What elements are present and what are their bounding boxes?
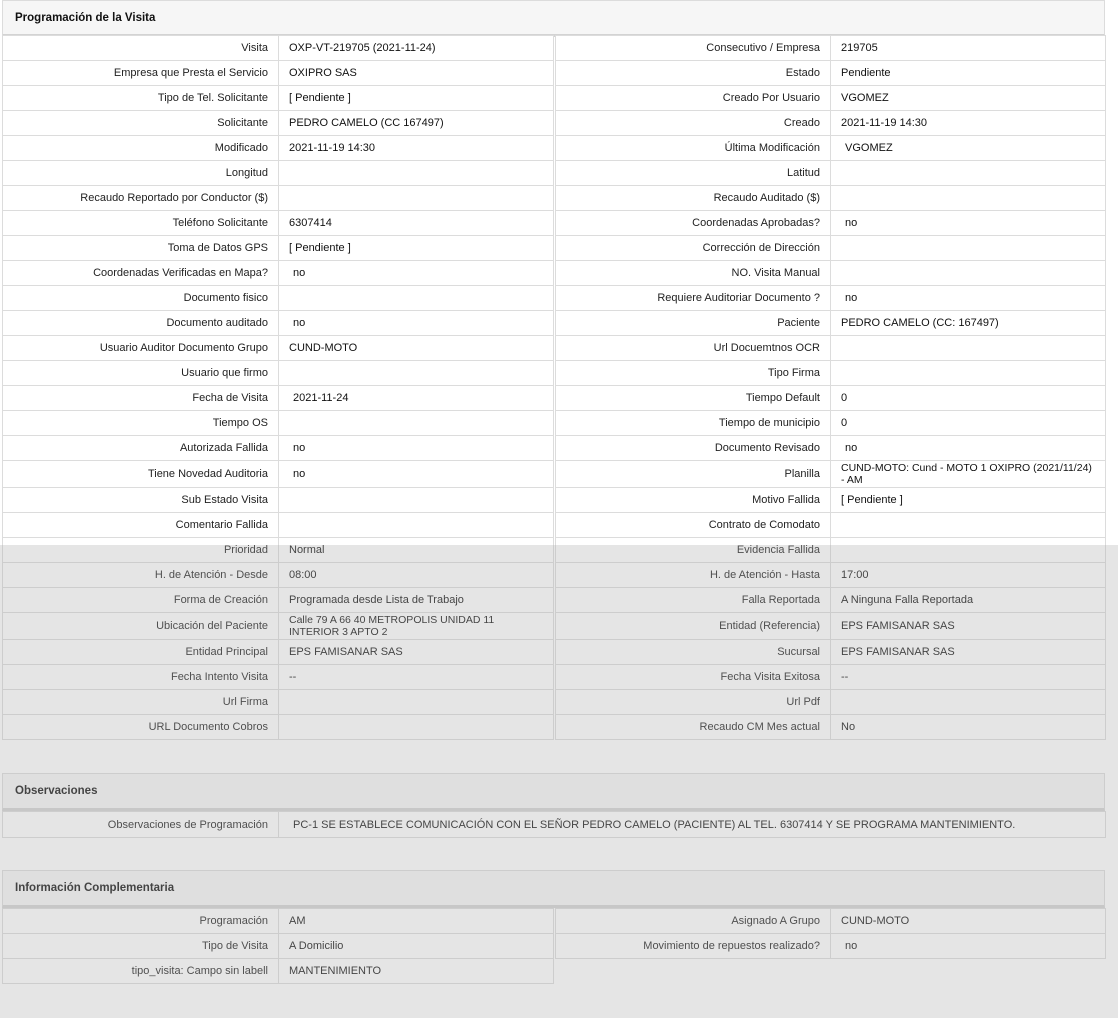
field-label: tipo_visita: Campo sin labell	[3, 959, 279, 984]
field-value: no	[279, 311, 554, 336]
table-row	[3, 286, 1106, 311]
table-row	[3, 211, 1106, 236]
field-label: Tipo de Visita	[3, 934, 279, 959]
field-label: Consecutivo / Empresa	[556, 36, 831, 61]
field-value	[831, 186, 1106, 211]
field-value: Pendiente	[831, 61, 1106, 86]
field-label: Recaudo Reportado por Conductor ($)	[3, 186, 279, 211]
field-value: no	[279, 261, 554, 286]
table-row	[3, 812, 1106, 838]
field-value	[831, 513, 1106, 538]
table-row	[3, 488, 1106, 513]
table-row	[3, 513, 1106, 538]
field-label: Tiempo OS	[3, 411, 279, 436]
table-row	[3, 186, 1106, 211]
field-value	[831, 361, 1106, 386]
field-label: Fecha Visita Exitosa	[556, 665, 831, 690]
field-value	[831, 690, 1106, 715]
field-label: Motivo Fallida	[556, 488, 831, 513]
section-title-observaciones: Observaciones	[15, 785, 98, 797]
field-value	[831, 236, 1106, 261]
field-label: Longitud	[3, 161, 279, 186]
observaciones-table	[2, 811, 1106, 838]
field-value: A Ninguna Falla Reportada	[831, 588, 1106, 613]
field-label: Tiene Novedad Auditoria	[3, 461, 279, 488]
field-label: NO. Visita Manual	[556, 261, 831, 286]
field-value: --	[279, 665, 554, 690]
field-label: Requiere Auditoriar Documento ?	[556, 286, 831, 311]
field-label: Empresa que Presta el Servicio	[3, 61, 279, 86]
field-value: CUND-MOTO	[279, 336, 554, 361]
field-value: [ Pendiente ]	[831, 488, 1106, 513]
table-row	[3, 640, 1106, 665]
section-header-observaciones	[2, 773, 1105, 811]
field-value: 2021-11-19 14:30	[831, 111, 1106, 136]
table-row	[3, 86, 1106, 111]
field-value: [ Pendiente ]	[279, 86, 554, 111]
field-label: Evidencia Fallida	[556, 538, 831, 563]
field-label: Creado	[556, 111, 831, 136]
field-label: Movimiento de repuestos realizado?	[556, 934, 831, 959]
field-value: no	[831, 934, 1106, 959]
field-label: Fecha Intento Visita	[3, 665, 279, 690]
field-label: Comentario Fallida	[3, 513, 279, 538]
table-row	[3, 461, 1106, 488]
field-label: Recaudo Auditado ($)	[556, 186, 831, 211]
field-label: Prioridad	[3, 538, 279, 563]
field-value	[831, 336, 1106, 361]
field-label: H. de Atención - Hasta	[556, 563, 831, 588]
table-row	[3, 136, 1106, 161]
field-label: Solicitante	[3, 111, 279, 136]
field-label: Creado Por Usuario	[556, 86, 831, 111]
field-value: No	[831, 715, 1106, 740]
table-row	[3, 563, 1106, 588]
field-value: VGOMEZ	[831, 136, 1106, 161]
table-row	[3, 959, 1106, 984]
field-value-observaciones: PC-1 SE ESTABLECE COMUNICACIÓN CON EL SEÑOR PEDRO CAMELO (PACIENTE) AL TEL. 6307414 Y SE PROGRAMA MANTENIMIENTO.	[279, 812, 1106, 838]
field-value: no	[279, 436, 554, 461]
field-value	[279, 411, 554, 436]
field-label: Asignado A Grupo	[556, 909, 831, 934]
field-label-observaciones: Observaciones de Programación	[3, 812, 279, 838]
field-label: Fecha de Visita	[3, 386, 279, 411]
field-value: OXP-VT-219705 (2021-11-24)	[279, 36, 554, 61]
field-value: PEDRO CAMELO (CC 167497)	[279, 111, 554, 136]
table-row	[3, 261, 1106, 286]
field-value: --	[831, 665, 1106, 690]
field-value: 2021-11-24	[279, 386, 554, 411]
field-value: Calle 79 A 66 40 METROPOLIS UNIDAD 11 INTERIOR 3 APTO 2	[279, 613, 554, 640]
field-label: Teléfono Solicitante	[3, 211, 279, 236]
table-row	[3, 36, 1106, 61]
field-label: Entidad Principal	[3, 640, 279, 665]
field-label: Autorizada Fallida	[3, 436, 279, 461]
table-row	[3, 690, 1106, 715]
field-value: EPS FAMISANAR SAS	[831, 640, 1106, 665]
field-value: no	[831, 286, 1106, 311]
field-value	[279, 361, 554, 386]
table-row	[3, 411, 1106, 436]
section-title-complementaria: Información Complementaria	[15, 882, 175, 894]
field-label: Modificado	[3, 136, 279, 161]
field-label: Latitud	[556, 161, 831, 186]
field-label: Corrección de Dirección	[556, 236, 831, 261]
field-value: PEDRO CAMELO (CC: 167497)	[831, 311, 1106, 336]
field-label: Url Pdf	[556, 690, 831, 715]
field-value	[831, 538, 1106, 563]
field-label: Url Docuemtnos OCR	[556, 336, 831, 361]
field-value: 0	[831, 411, 1106, 436]
field-label: Documento fisico	[3, 286, 279, 311]
field-value: Programada desde Lista de Trabajo	[279, 588, 554, 613]
field-value: CUND-MOTO	[831, 909, 1106, 934]
field-value: 2021-11-19 14:30	[279, 136, 554, 161]
field-label: Tiempo Default	[556, 386, 831, 411]
field-label: Falla Reportada	[556, 588, 831, 613]
field-label: Sucursal	[556, 640, 831, 665]
table-row	[3, 665, 1106, 690]
field-value	[279, 286, 554, 311]
field-value: [ Pendiente ]	[279, 236, 554, 261]
field-value: no	[831, 436, 1106, 461]
field-value: EPS FAMISANAR SAS	[279, 640, 554, 665]
field-label: Paciente	[556, 311, 831, 336]
field-label: Visita	[3, 36, 279, 61]
field-value: 0	[831, 386, 1106, 411]
field-label: Toma de Datos GPS	[3, 236, 279, 261]
field-label: H. de Atención - Desde	[3, 563, 279, 588]
field-value	[279, 488, 554, 513]
field-value: 219705	[831, 36, 1106, 61]
field-value: Normal	[279, 538, 554, 563]
field-label: Coordenadas Aprobadas?	[556, 211, 831, 236]
field-value	[831, 261, 1106, 286]
field-label: Forma de Creación	[3, 588, 279, 613]
field-value: CUND-MOTO: Cund - MOTO 1 OXIPRO (2021/11/24) - AM	[831, 461, 1106, 488]
field-value: OXIPRO SAS	[279, 61, 554, 86]
field-label: Planilla	[556, 461, 831, 488]
field-value: 08:00	[279, 563, 554, 588]
field-value	[279, 513, 554, 538]
table-row	[3, 111, 1106, 136]
table-row	[3, 909, 1106, 934]
field-value: 6307414	[279, 211, 554, 236]
field-label: Contrato de Comodato	[556, 513, 831, 538]
table-row	[3, 436, 1106, 461]
field-value: AM	[279, 909, 554, 934]
table-row	[3, 236, 1106, 261]
field-label: Ubicación del Paciente	[3, 613, 279, 640]
table-row	[3, 588, 1106, 613]
field-value	[279, 715, 554, 740]
field-value: A Domicilio	[279, 934, 554, 959]
field-label: Última Modificación	[556, 136, 831, 161]
table-row	[3, 613, 1106, 640]
field-value: MANTENIMIENTO	[279, 959, 554, 984]
field-value: EPS FAMISANAR SAS	[831, 613, 1106, 640]
table-row	[3, 336, 1106, 361]
programacion-table	[2, 35, 1106, 740]
field-label: Tipo de Tel. Solicitante	[3, 86, 279, 111]
table-row	[3, 61, 1106, 86]
field-label: Entidad (Referencia)	[556, 613, 831, 640]
field-label: Usuario Auditor Documento Grupo	[3, 336, 279, 361]
field-label: Documento Revisado	[556, 436, 831, 461]
section-header-complementaria	[2, 870, 1105, 908]
field-label: Recaudo CM Mes actual	[556, 715, 831, 740]
field-label: Sub Estado Visita	[3, 488, 279, 513]
field-label: Programación	[3, 909, 279, 934]
field-value	[279, 161, 554, 186]
field-label: Coordenadas Verificadas en Mapa?	[3, 261, 279, 286]
field-label: Usuario que firmo	[3, 361, 279, 386]
table-row	[3, 161, 1106, 186]
table-row	[3, 715, 1106, 740]
field-value	[279, 186, 554, 211]
table-row	[3, 934, 1106, 959]
section-title-programacion: Programación de la Visita	[15, 11, 156, 24]
field-value	[831, 161, 1106, 186]
complementaria-table	[2, 908, 1106, 984]
field-label: Tiempo de municipio	[556, 411, 831, 436]
field-label: Estado	[556, 61, 831, 86]
field-value: no	[831, 211, 1106, 236]
section-header-programacion	[2, 0, 1105, 37]
field-value: 17:00	[831, 563, 1106, 588]
field-value: VGOMEZ	[831, 86, 1106, 111]
field-label: Documento auditado	[3, 311, 279, 336]
table-row	[3, 538, 1106, 563]
field-label: Url Firma	[3, 690, 279, 715]
field-label: Tipo Firma	[556, 361, 831, 386]
table-row	[3, 386, 1106, 411]
table-row	[3, 361, 1106, 386]
field-value	[279, 690, 554, 715]
field-label: URL Documento Cobros	[3, 715, 279, 740]
field-value: no	[279, 461, 554, 488]
table-row	[3, 311, 1106, 336]
